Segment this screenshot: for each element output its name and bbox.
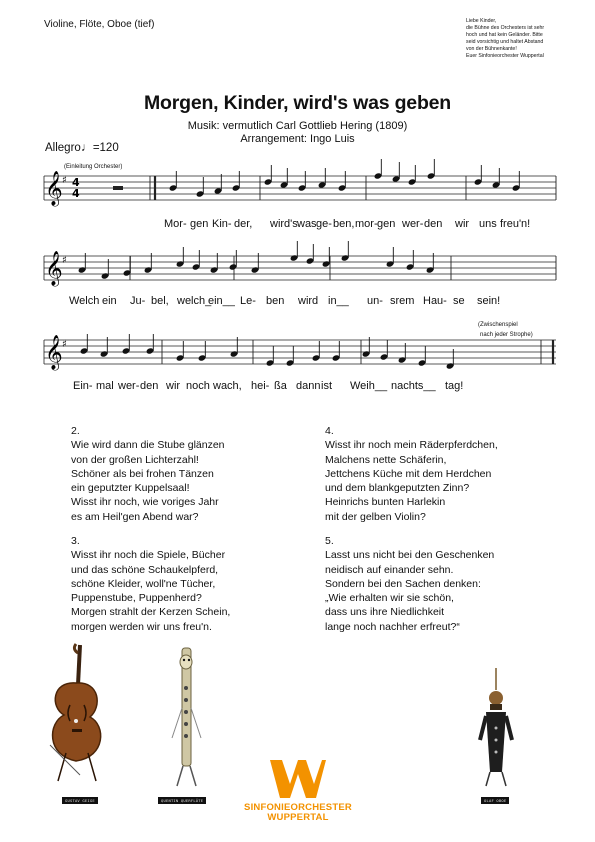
lyric-syllable: welch_ <box>177 295 212 307</box>
verse-line: und das schöne Schaukelpferd, <box>71 563 219 576</box>
verse-3 <box>71 534 230 634</box>
interlude-label: nach jeder Strophe) <box>480 332 533 338</box>
lyric-syllable: srem <box>390 295 415 307</box>
character-caption: OLAF OBOE <box>481 797 509 804</box>
verse-line: morgen werden wir uns freu'n. <box>71 620 212 633</box>
verse-line: Wisst ihr noch, wie voriges Jahr <box>71 496 219 509</box>
verse-line: von der großen Lichterzahl! <box>71 453 199 466</box>
lyric-syllable: sein! <box>477 295 501 307</box>
violin-icon <box>30 645 120 785</box>
tempo-label: Allegro <box>45 142 81 154</box>
verse-line: Morgen strahlt der Kerzen Schein, <box>71 606 231 619</box>
verse-line: Schöner als bei frohen Tänzen <box>71 467 214 480</box>
verse-number: 2. <box>71 425 80 437</box>
arrangement-credit: Arrangement: Ingo Luis <box>240 133 355 145</box>
lyric-syllable: uns <box>479 218 497 230</box>
treble-clef-icon: 𝄞 <box>45 171 63 206</box>
lyric-syllable: tag! <box>445 380 464 392</box>
lyric-syllable: mor- <box>355 218 378 230</box>
orchestra-logo-text <box>238 803 358 823</box>
lyric-syllable: ßa <box>274 380 287 392</box>
lyric-syllable: freu'n! <box>500 218 531 230</box>
notice-line: Liebe Kinder, <box>466 18 497 24</box>
verse-line: Wie wird dann die Stube glänzen <box>71 439 225 452</box>
verse-line: Puppenstube, Puppenherd? <box>71 592 202 605</box>
lyric-syllable: den <box>424 218 443 230</box>
orchestra-logo-icon <box>270 760 326 800</box>
verse-line: schöne Kleider, woll'ne Tücher, <box>71 577 216 590</box>
lyric-syllable: nachts__ <box>391 380 436 392</box>
treble-clef-icon: 𝄞 <box>45 251 63 286</box>
lyric-syllable: Ju- <box>130 295 146 307</box>
verse-line: Malchens nette Schäferin, <box>325 453 447 466</box>
verse-line: Sondern bei den Sachen denken: <box>325 577 481 590</box>
sharp-icon: ♯ <box>62 255 67 266</box>
verse-line: „Wie erhalten wir sie schön, <box>325 592 454 605</box>
lyric-syllable: mal <box>96 380 114 392</box>
lyric-syllable: wird <box>298 295 319 307</box>
lyric-syllable: Le- <box>240 295 256 307</box>
notice-line: von der Bühnenkante! <box>466 46 517 52</box>
verse-line: Heinrichs bunten Harlekin <box>325 496 446 509</box>
verse-line: und dem blankgeputzten Zinn? <box>325 482 470 495</box>
sharp-icon: ♯ <box>62 339 67 350</box>
verse-line: Lasst uns nicht bei den Geschenken <box>325 549 495 562</box>
interlude-label: (Zwischenspiel <box>478 322 518 328</box>
verse-number: 5. <box>325 535 334 547</box>
verse-line: dass uns ihre Niedlichkeit <box>325 606 445 619</box>
lyric-syllable: der, <box>234 218 253 230</box>
lyric-syllable: dann <box>296 380 321 392</box>
song-title: Morgen, Kinder, wird's was geben <box>143 92 452 114</box>
lyric-syllable: Mor- <box>164 218 187 230</box>
verse-line: Wisst ihr noch die Spiele, Bücher <box>71 549 226 562</box>
intro-label: (Einleitung Orchester) <box>64 164 123 170</box>
whole-rest-icon <box>113 186 123 190</box>
lyric-syllable: hei- <box>251 380 270 392</box>
lyric-syllable: bel, <box>151 295 169 307</box>
flute-icon <box>166 648 206 788</box>
verse-line: Jettchens Küche mit dem Herdchen <box>325 467 492 480</box>
character-caption: GUSTAV GEIGE <box>62 797 98 804</box>
notice-line: seid vorsichtig und haltet Abstand <box>466 39 544 45</box>
verse-2 <box>71 424 225 524</box>
lyric-syllable: un- <box>367 295 383 307</box>
verse-4 <box>325 424 498 524</box>
oboe-icon <box>476 668 516 788</box>
lyric-syllable: wir <box>166 380 181 392</box>
verse-number: 4. <box>325 425 334 437</box>
lyric-syllable: was <box>297 218 317 230</box>
notice-line: hoch und hat kein Geländer. Bitte <box>466 32 543 38</box>
lyric-syllable: den <box>140 380 159 392</box>
logo-line-2: WUPPERTAL <box>267 812 329 823</box>
lyric-syllable: gen <box>377 218 396 230</box>
lyric-syllable: wer- <box>402 218 424 230</box>
lyric-syllable: ge- <box>316 218 332 230</box>
lyric-syllable: ein__ <box>208 295 235 307</box>
lyric-syllable: wer- <box>118 380 140 392</box>
notice-line: die Bühne des Orchesters ist sehr <box>466 25 545 31</box>
quarter-note-icon: ♩ <box>80 140 93 154</box>
treble-clef-icon: 𝄞 <box>45 335 63 370</box>
logo-line-1: SINFONIEORCHESTER <box>244 802 352 813</box>
verse-5 <box>325 534 494 634</box>
lyric-syllable: ein <box>102 295 117 307</box>
verse-line: neidisch auf einander sehn. <box>325 563 454 576</box>
instrument-list: Violine, Flöte, Oboe (tief) <box>44 19 155 30</box>
lyric-syllable: Kin- <box>212 218 232 230</box>
notice-line: Euer Sinfonieorchester Wuppertal <box>466 53 544 59</box>
lyric-syllable: ben <box>266 295 285 307</box>
lyric-syllable: Welch <box>69 295 100 307</box>
lyric-syllable: wird's <box>270 218 298 230</box>
character-caption: QUENTIN QUERFLÖTE <box>158 797 206 804</box>
verse-number: 3. <box>71 535 80 547</box>
verse-line: es am Heil'gen Abend war? <box>71 510 199 523</box>
verse-line: mit der gelben Violin? <box>325 510 426 523</box>
lyric-syllable: wir <box>455 218 470 230</box>
verse-line: Wisst ihr noch mein Räderpferdchen, <box>325 439 498 452</box>
verse-line: ein geputzter Kuppelsaal! <box>71 482 190 495</box>
time-signature: 4 <box>72 187 80 200</box>
lyric-syllable: Hau- <box>423 295 447 307</box>
lyric-syllable: noch <box>186 380 210 392</box>
lyric-syllable: ist <box>321 380 332 392</box>
time-signature: 4 <box>72 176 80 189</box>
lyric-syllable: Ein- <box>73 380 93 392</box>
lyric-syllable: wach, <box>213 380 242 392</box>
tempo-value: =120 <box>92 142 119 154</box>
verse-line: lange noch nachher erfreut?“ <box>325 620 460 633</box>
lyric-syllable: se <box>453 295 465 307</box>
music-credit: Musik: vermutlich Carl Gottlieb Hering (1809) <box>187 120 408 132</box>
sharp-icon: ♯ <box>62 175 67 186</box>
lyric-syllable: in__ <box>328 295 349 307</box>
lyric-syllable: Weih__ <box>350 380 388 392</box>
lyric-syllable: ben, <box>333 218 355 230</box>
lyric-syllable: gen <box>190 218 209 230</box>
